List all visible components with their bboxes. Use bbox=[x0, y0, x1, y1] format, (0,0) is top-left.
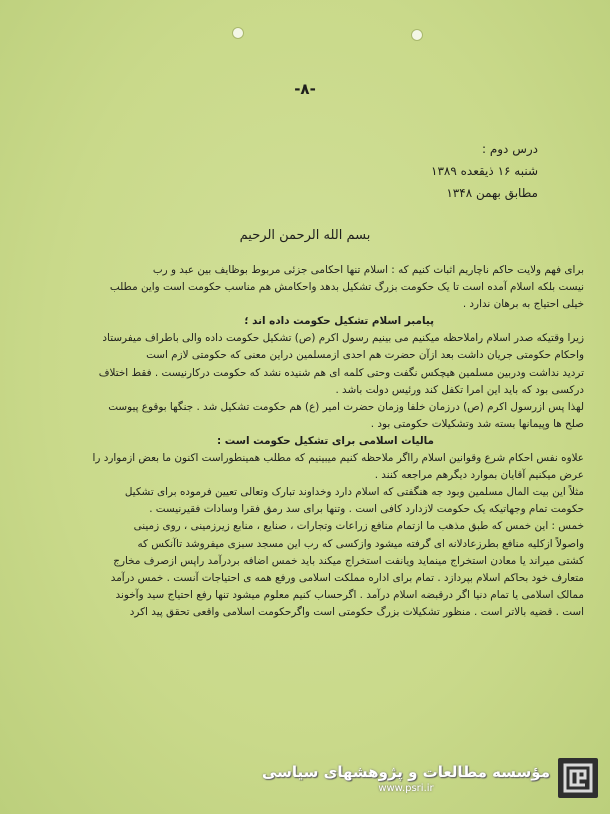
lunar-date: شنبه ۱۶ ذیقعده ۱۳۸۹ bbox=[431, 164, 538, 178]
solar-date: مطابق بهمن ۱۳۴۸ bbox=[446, 186, 538, 200]
body-line: متعارف خود بحاکم اسلام بپردازد . تمام برای اداره مملکت اسلامی ورفع همه ی احتیاجات آنست . خمس درآمد bbox=[110, 571, 584, 584]
page-number: -۸- bbox=[294, 80, 316, 98]
lesson-header bbox=[318, 138, 538, 204]
body-line: زیرا وقتیکه صدر اسلام راملاحظه میکنیم می بینیم رسول اکرم (ص) تشکیل حکومت داده والی باطراف میفرستاد bbox=[102, 332, 584, 345]
body-line: درکسی بود که باید این امرا تکفل کند ورئیس دولت باشد . bbox=[335, 383, 584, 396]
body-line: خمس : این خمس که طبق مذهب ما ازتمام منافع زراعات وتجارات ، صنایع ، منابع زیرزمینی ، روی زمینی bbox=[133, 520, 584, 533]
section-heading: پیامبر اسلام تشکیل حکومت داده اند ؛ bbox=[244, 315, 434, 328]
body-line: علاوه نفس احکام شرع وقوانین اسلام رااگر ملاحظه کنیم میبینیم که مطلب همینطوراست اکنون ما بعض ازموارد را bbox=[92, 452, 584, 465]
watermark bbox=[261, 750, 598, 806]
body-line: است . قضیه بالاتر است . منظور تشکیلات بزرگ حکومتی است واگرحکومت اسلامی واقعی تحقق پید اکرد bbox=[129, 605, 584, 618]
watermark-url: www.psri.ir bbox=[378, 782, 434, 794]
body-line: ممالک اسلامی یا تمام دنیا اگر درقبضه اسلام درآمد . اگرحساب کنیم معلوم میشود تنها رفع احتیاج سید وآخوند bbox=[115, 588, 584, 601]
body-line: حکومت تمام وجهاتیکه یک حکومت لازدارد کافی است . وتنها برای سد رمق فقرا وسادات فقیرنیست . bbox=[149, 503, 584, 516]
body-line: نیست بلکه اسلام آمده است تا یک حکومت بزرگ تشکیل بدهد واحکامش هم مناسب حکومت است واین مطلب bbox=[109, 281, 584, 294]
body-text bbox=[28, 262, 584, 621]
body-line: خیلی احتیاج به برهان ندارد . bbox=[462, 298, 584, 311]
body-line: تردید نداشت ودربین مسلمین هیچکس نگفت وحتی کلمه ای هم شنیده نشد که حکومت درکارنیست . فقط اختلاف bbox=[98, 366, 584, 379]
punch-hole-right bbox=[411, 29, 423, 41]
body-line: برای فهم ولایت حاکم ناچاریم اثبات کنیم که : اسلام تنها احکامی جزئی مربوط بوظایف بین عبد و رب bbox=[152, 264, 584, 276]
section-heading: مالیات اسلامی برای تشکیل حکومت است : bbox=[216, 434, 434, 447]
watermark-title: مؤسسه مطالعات و پژوهشهای سیاسی bbox=[261, 762, 550, 781]
body-line: واصولاً ازکلیه منافع بطرزعادلانه ای گرفته میشود وازکسی که رب این مسجد سبزی میفروشد تاآنکس که bbox=[137, 537, 584, 550]
body-line: لهذا پس ازرسول اکرم (ص) درزمان خلفا وزمان حضرت امیر (ع) هم حکومت تشکیل شد . جنگها بوقوع پیوست bbox=[108, 400, 584, 413]
body-line: مثلاً این بیت المال مسلمین وبود جه هنگفتی که اسلام دارد وخداوند تبارک وتعالی تعیین فرموده برای تشکیل bbox=[124, 486, 584, 499]
body-line: صلح ها وپیمانها بسته شد وتشکیلات حکومتی بود . bbox=[370, 417, 584, 430]
psri-knot-logo-icon bbox=[558, 758, 598, 798]
lesson-title: درس دوم : bbox=[481, 142, 538, 156]
basmala: بسم الله الرحمن الرحیم bbox=[239, 228, 371, 243]
body-line: عرض میکنیم آقایان بموارد دیگرهم مراجعه کنند . bbox=[374, 469, 584, 482]
body-line: کشتی میراند یا معادن استخراج مینماید ویانفت استخراج میکند باید خمس اضافه بردرآمد راپس ازصرف مخارج bbox=[113, 554, 584, 567]
punch-hole-left bbox=[232, 27, 244, 39]
body-line: واحکام حکومتی جریان داشت بعد ازآن حضرت هم احدی ازمسلمین دراین معنی که حکومتی لازم است bbox=[146, 349, 584, 362]
